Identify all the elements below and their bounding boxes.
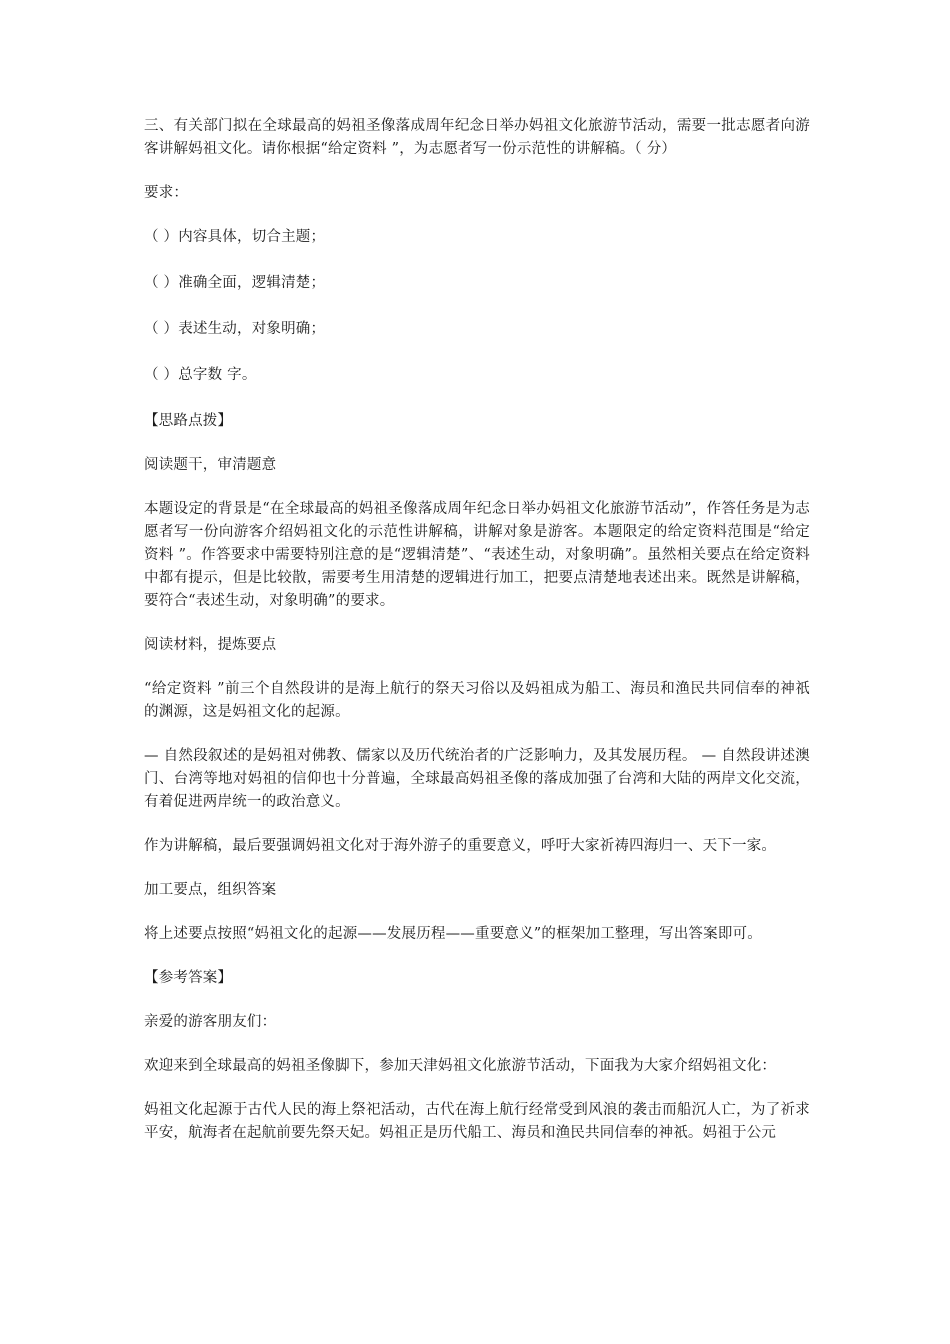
requirement-item: （ ）内容具体，切合主题；	[144, 229, 326, 245]
requirement-item: （ ）总字数 字。	[144, 367, 257, 383]
answer-paragraph: 欢迎来到全球最高的妈祖圣像脚下，参加天津妈祖文化旅游节活动，下面我为大家介绍妈祖文化：	[144, 1058, 777, 1074]
document-page	[144, 115, 810, 1166]
analysis-step1-title: 阅读题干，审清题意	[144, 457, 277, 473]
answer-paragraph: 妈祖文化起源于古代人民的海上祭祀活动，古代在海上航行经常受到风浪的袭击而船沉人亡，为了祈求平安，航海者在起航前要先祭天妃。妈祖正是历代船工、海员和渔民共同信奉的神祇。妈祖于公元	[144, 1102, 810, 1141]
analysis-step2-text: 作为讲解稿，最后要强调妈祖文化对于海外游子的重要意义，呼吁大家祈祷四海归一、天下一家。	[144, 838, 777, 854]
question-intro: 三、有关部门拟在全球最高的妈祖圣像落成周年纪念日举办妈祖文化旅游节活动，需要一批志愿者向游客讲解妈祖文化。请你根据“给定资料 ”，为志愿者写一份示范性的讲解稿。（ 分）	[144, 118, 810, 157]
analysis-step2-text: — 自然段叙述的是妈祖对佛教、儒家以及历代统治者的广泛影响力，及其发展历程。 — 自然段讲述澳门、台湾等地对妈祖的信仰也十分普遍，全球最高妈祖圣像的落成加强了台湾和大陆的两岸文化交流，有着促进两岸统一的政治意义。	[144, 748, 810, 810]
analysis-step2-text: “给定资料 ”前三个自然段讲的是海上航行的祭天习俗以及妈祖成为船工、海员和渔民共同信奉的神祇的渊源，这是妈祖文化的起源。	[144, 681, 810, 720]
requirement-item: （ ）准确全面，逻辑清楚；	[144, 275, 326, 291]
answer-heading: 【参考答案】	[144, 970, 233, 986]
answer-greeting: 亲爱的游客朋友们：	[144, 1014, 277, 1030]
analysis-step1-text: 本题设定的背景是“在全球最高的妈祖圣像落成周年纪念日举办妈祖文化旅游节活动”，作答任务是为志愿者写一份向游客介绍妈祖文化的示范性讲解稿，讲解对象是游客。本题限定的给定资料范围是“给定资料 ”。作答要求中需要特别注意的是“逻辑清楚”、“表述生动，对象明确”。虽然相关要点在给定资料中都有提示，但是比较散，需要考生用清楚的逻辑进行加工，把要点清楚地表述出来。既然是讲解稿，要符合“表述生动，对象明确”的要求。	[144, 501, 810, 609]
analysis-step3-text: 将上述要点按照“妈祖文化的起源——发展历程——重要意义”的框架加工整理，写出答案即可。	[144, 926, 762, 942]
analysis-step2-title: 阅读材料，提炼要点	[144, 637, 277, 653]
analysis-step3-title: 加工要点，组织答案	[144, 882, 277, 898]
analysis-heading: 【思路点拨】	[144, 413, 233, 429]
requirements-heading: 要求：	[144, 185, 189, 201]
requirement-item: （ ）表述生动，对象明确；	[144, 321, 326, 337]
